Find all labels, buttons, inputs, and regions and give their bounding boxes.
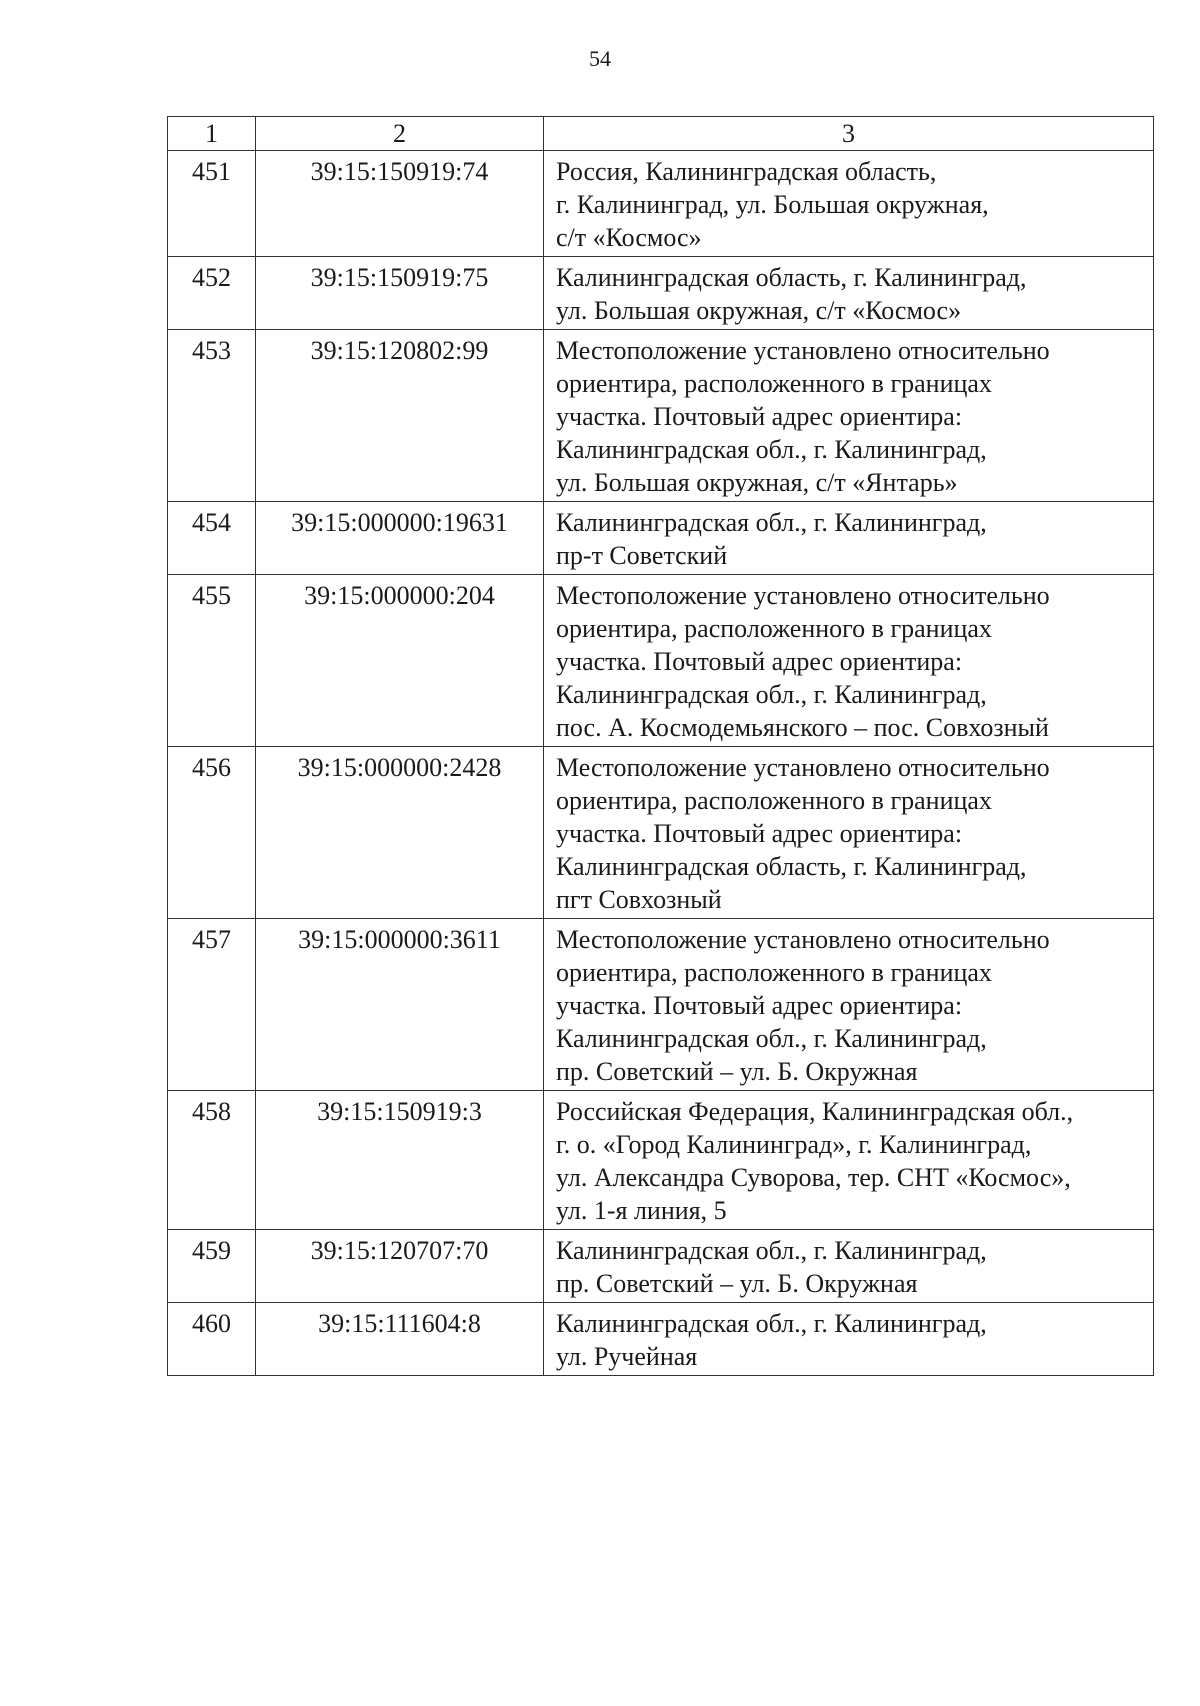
address-cell: [544, 575, 1154, 747]
address-line: Местоположение установлено относительно: [556, 925, 1050, 954]
cadastral-number-cell: 39:15:150919:75: [256, 257, 544, 330]
table-header-row: [168, 117, 1154, 151]
row-number-cell: 456: [168, 747, 256, 919]
address-line: г. Калининград, ул. Большая окружная,: [556, 190, 989, 219]
row-number-cell: 455: [168, 575, 256, 747]
address-cell: [544, 1091, 1154, 1230]
table-row: [168, 919, 1154, 1091]
address-line: ориентира, расположенного в границах: [556, 369, 992, 398]
column-header-address: 3: [544, 117, 1154, 151]
row-number-cell: 453: [168, 330, 256, 502]
address-line: участка. Почтовый адрес ориентира:: [556, 402, 963, 431]
address-line: ориентира, расположенного в границах: [556, 614, 992, 643]
address-cell: [544, 330, 1154, 502]
cadastral-number-cell: 39:15:000000:204: [256, 575, 544, 747]
address-cell: [544, 747, 1154, 919]
table-row: [168, 330, 1154, 502]
address-line: ул. Большая окружная, с/т «Космос»: [556, 296, 962, 325]
column-header-cadastral: 2: [256, 117, 544, 151]
row-number-cell: 458: [168, 1091, 256, 1230]
table-body: [168, 151, 1154, 1376]
cadastral-number-cell: 39:15:120802:99: [256, 330, 544, 502]
address-cell: [544, 1230, 1154, 1303]
cadastral-number-cell: 39:15:000000:3611: [256, 919, 544, 1091]
address-line: Калининградская область, г. Калининград,: [556, 263, 1027, 292]
address-line: Местоположение установлено относительно: [556, 336, 1050, 365]
page-number: 54: [589, 46, 611, 71]
address-line: ул. Ручейная: [556, 1342, 698, 1371]
address-line: Калининградская обл., г. Калининград,: [556, 1024, 987, 1053]
cadastral-number-cell: 39:15:000000:2428: [256, 747, 544, 919]
address-line: Российская Федерация, Калининградская обл.,: [556, 1097, 1074, 1126]
row-number-cell: 457: [168, 919, 256, 1091]
address-line: Россия, Калининградская область,: [556, 157, 937, 186]
address-line: ул. Большая окружная, с/т «Янтарь»: [556, 468, 958, 497]
table-row: [168, 575, 1154, 747]
table-row: [168, 502, 1154, 575]
row-number-cell: 454: [168, 502, 256, 575]
table-row: [168, 1091, 1154, 1230]
row-number-cell: 452: [168, 257, 256, 330]
cadastral-number-cell: 39:15:000000:19631: [256, 502, 544, 575]
cadastral-number-cell: 39:15:120707:70: [256, 1230, 544, 1303]
row-number-cell: 460: [168, 1303, 256, 1376]
cadastral-number-cell: 39:15:111604:8: [256, 1303, 544, 1376]
address-cell: [544, 1303, 1154, 1376]
address-line: Калининградская обл., г. Калининград,: [556, 435, 987, 464]
table-row: [168, 257, 1154, 330]
address-line: Калининградская область, г. Калининград,: [556, 852, 1027, 881]
address-line: пр-т Советский: [556, 541, 728, 570]
column-header-number: 1: [168, 117, 256, 151]
table-row: [168, 1230, 1154, 1303]
address-line: Местоположение установлено относительно: [556, 753, 1050, 782]
address-line: ул. Александра Суворова, тер. СНТ «Космос»,: [556, 1163, 1071, 1192]
address-line: ориентира, расположенного в границах: [556, 786, 992, 815]
address-line: участка. Почтовый адрес ориентира:: [556, 991, 963, 1020]
address-line: ориентира, расположенного в границах: [556, 958, 992, 987]
address-line: пгт Совхозный: [556, 885, 722, 914]
address-line: Калининградская обл., г. Калининград,: [556, 1236, 987, 1265]
address-line: ул. 1-я линия, 5: [556, 1196, 727, 1225]
table-row: [168, 151, 1154, 257]
row-number-cell: 459: [168, 1230, 256, 1303]
address-line: г. о. «Город Калининград», г. Калининград,: [556, 1130, 1032, 1159]
address-cell: [544, 151, 1154, 257]
address-line: Местоположение установлено относительно: [556, 581, 1050, 610]
table-row: [168, 747, 1154, 919]
address-line: Калининградская обл., г. Калининград,: [556, 1309, 987, 1338]
address-line: пр. Советский – ул. Б. Окружная: [556, 1057, 918, 1086]
address-line: участка. Почтовый адрес ориентира:: [556, 819, 963, 848]
address-line: участка. Почтовый адрес ориентира:: [556, 647, 963, 676]
address-line: Калининградская обл., г. Калининград,: [556, 680, 987, 709]
table-row: [168, 1303, 1154, 1376]
address-line: с/т «Космос»: [556, 223, 702, 252]
address-cell: [544, 502, 1154, 575]
address-cell: [544, 257, 1154, 330]
row-number-cell: 451: [168, 151, 256, 257]
cadastral-number-cell: 39:15:150919:74: [256, 151, 544, 257]
land-registry-table: [167, 116, 1154, 1376]
address-line: Калининградская обл., г. Калининград,: [556, 508, 987, 537]
cadastral-number-cell: 39:15:150919:3: [256, 1091, 544, 1230]
address-line: пос. А. Космодемьянского – пос. Совхозный: [556, 713, 1049, 742]
address-line: пр. Советский – ул. Б. Окружная: [556, 1269, 918, 1298]
address-cell: [544, 919, 1154, 1091]
